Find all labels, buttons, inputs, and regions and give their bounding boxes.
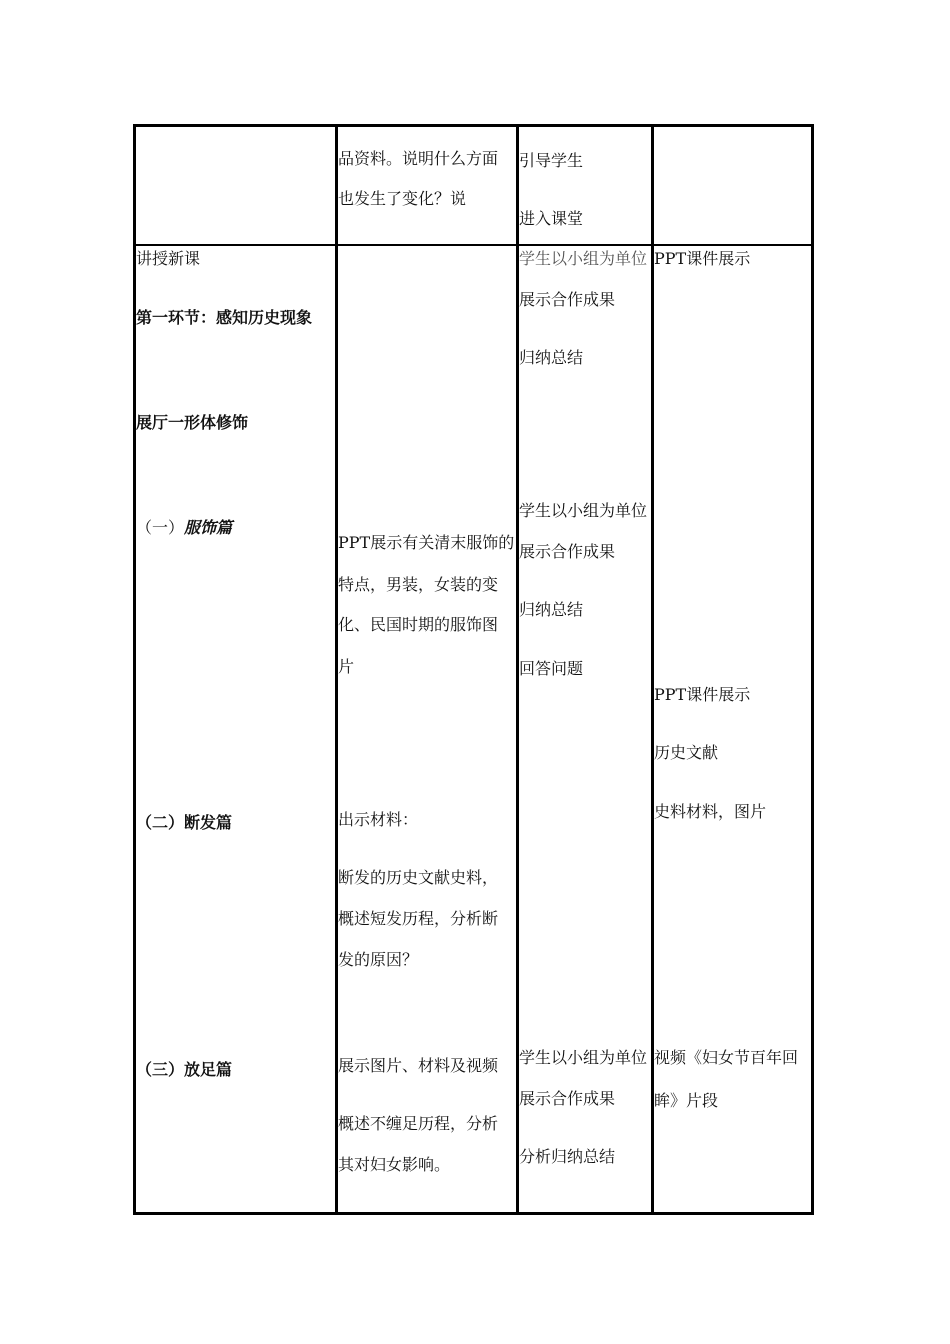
- hair-text-line: 出示材料：: [338, 810, 419, 829]
- ppt2-line: PPT课件展示: [654, 685, 751, 704]
- video-line: 眸》片段: [654, 1091, 719, 1110]
- row-divider: [133, 244, 814, 246]
- table-border-top: [133, 124, 814, 127]
- table-border-left: [133, 124, 136, 1215]
- part1-heading: [136, 518, 232, 538]
- table-border-right: [811, 124, 814, 1215]
- ppt2-line: 史料材料，图片: [654, 802, 767, 821]
- hall-heading: 展厅一形体修饰: [136, 413, 249, 432]
- intro-label: 讲授新课: [136, 249, 201, 268]
- part1-prefix: （一）: [136, 518, 185, 537]
- row1-col2-line: 品资料。说明什么方面: [338, 149, 499, 168]
- table-border-bottom: [133, 1212, 814, 1215]
- feet-text-line: 其对妇女影响。: [338, 1155, 451, 1174]
- ppt2-line: 历史文献: [654, 743, 719, 762]
- section-heading: 第一环节：感知历史现象: [136, 308, 313, 327]
- hair-text-line: 发的原因？: [338, 950, 419, 969]
- clothing-text-line: PPT展示有关清末服饰的: [338, 533, 515, 552]
- group2-line: 学生以小组为单位: [519, 501, 648, 520]
- hair-text-line: 断发的历史文献史料，: [338, 868, 499, 887]
- group3-line: 学生以小组为单位: [519, 1048, 648, 1067]
- group3-line: 分析归纳总结: [519, 1147, 616, 1166]
- feet-text-line: 概述不缠足历程，分析: [338, 1114, 499, 1133]
- row1-col2-line: 也发生了变化？说: [338, 189, 467, 208]
- row1-col3-line: 进入课堂: [519, 209, 584, 228]
- group2-line: 回答问题: [519, 659, 584, 678]
- group2-line: 展示合作成果: [519, 542, 616, 561]
- ppt-label: PPT课件展示: [654, 249, 751, 268]
- row1-col3-line: 引导学生: [519, 151, 584, 170]
- group1-line: 归纳总结: [519, 348, 584, 367]
- group2-line: 归纳总结: [519, 600, 584, 619]
- feet-text-line: 展示图片、材料及视频: [338, 1056, 499, 1075]
- clothing-text-line: 片: [338, 657, 355, 676]
- group1-line: 展示合作成果: [519, 290, 616, 309]
- hair-text-line: 概述短发历程，分析断: [338, 909, 499, 928]
- clothing-text-line: 化、民国时期的服饰图: [338, 615, 499, 634]
- part2-heading: （二）断发篇: [136, 813, 233, 832]
- part1-title: 服饰篇: [184, 518, 233, 537]
- group1-line: 学生以小组为单位: [519, 249, 648, 268]
- group3-line: 展示合作成果: [519, 1089, 616, 1108]
- part3-heading: （三）放足篇: [136, 1060, 233, 1079]
- clothing-text-line: 特点，男装，女装的变: [338, 575, 499, 594]
- video-line: 视频《妇女节百年回: [654, 1048, 799, 1067]
